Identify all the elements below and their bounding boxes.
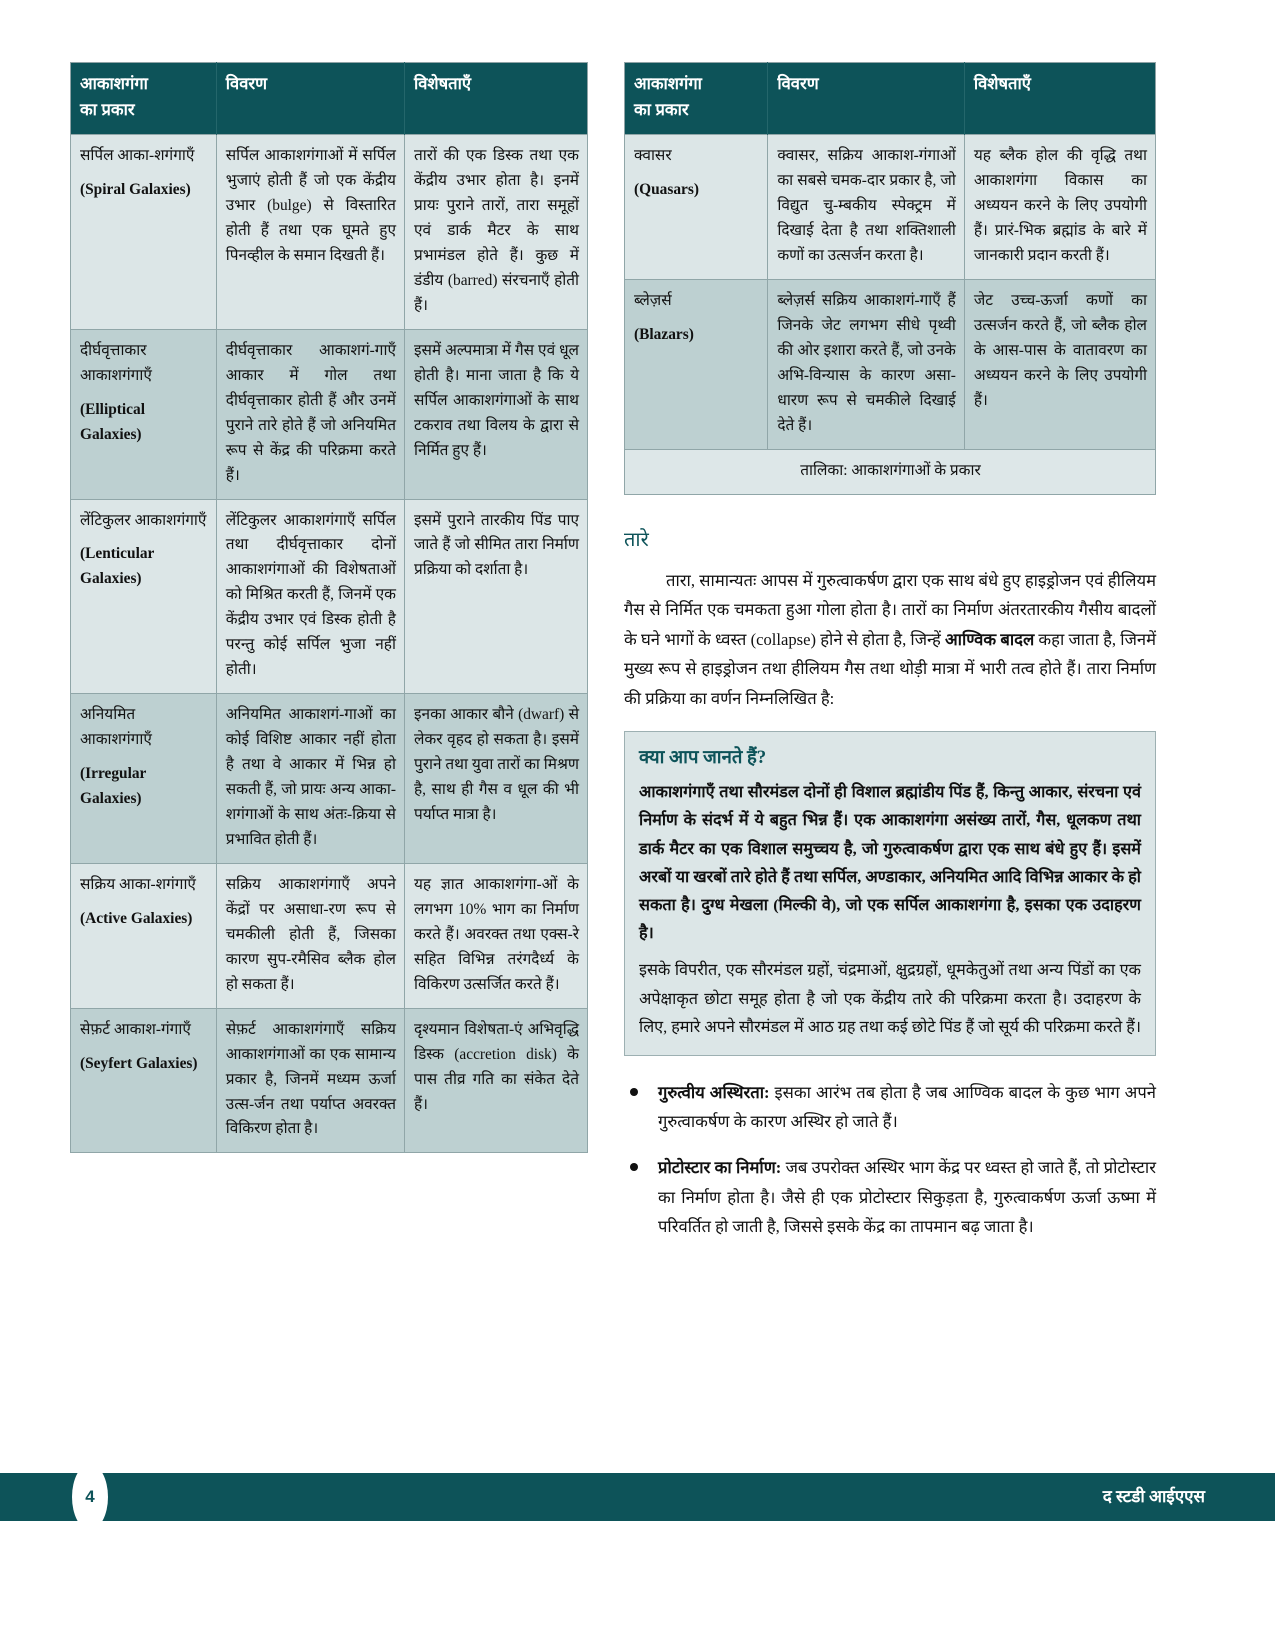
cell-description: क्वासर, सक्रिय आकाश-गंगाओं का सबसे चमक-दार प्रकार है, जो विद्युत चु-म्बकीय स्पेक्ट्रम में दिखाई देता है तथा शक्तिशाली कणों का उत्सर्जन करता है। [768,135,964,280]
stars-paragraph-bold: आण्विक बादल [945,629,1035,649]
table-row [71,499,588,694]
table-header-row [71,63,588,135]
cell-description: सेफ़र्ट आकाशगंगाएँ सक्रिय आकाशगंगाओं का एक सामान्य प्रकार है, जिनमें मध्यम ऊर्जा उत्स-र्जन तथा पर्याप्त अवरक्त विकिरण होता है। [216,1008,404,1153]
table-row [71,863,588,1008]
star-formation-bullet-list [624,1078,1156,1242]
cell-galaxy-type [71,329,217,499]
table-row [71,1008,588,1153]
type-name-english: (Seyfert Galaxies) [80,1054,198,1072]
table-row [625,135,1156,280]
did-you-know-title: क्या आप जानते हैं? [639,748,767,769]
table-header-row [625,63,1156,135]
stars-paragraph-part2: कहा जाता है, जिनमें मुख्य रूप से हाइड्रोजन तथा हीलियम गैस तथा थोड़ी मात्रा में भारी तत्व होते हैं। तारा निर्माण की प्रक्रिया का वर्णन निम्नलिखित है: [624,629,1157,708]
header-line-1: आकाशगंगा [634,75,702,93]
header-description: विवरण [216,63,404,135]
page-content [70,62,1156,1258]
header-description: विवरण [768,63,964,135]
stars-paragraph [624,566,1156,714]
did-you-know-paragraph-2: इसके विपरीत, एक सौरमंडल ग्रहों, चंद्रमाओं, क्षुद्रग्रहों, धूमकेतुओं तथा अन्य पिंडों का एक अपेक्षाकृत छोटा समूह होता है जो एक केंद्रीय तारे की परिक्रमा करता है। उदाहरण के लिए, हमारे अपने सौरमंडल में आठ ग्रह तथा कई छोटे पिंड हैं जो सूर्य की परिक्रमा करते हैं। [639,961,1141,1036]
type-name-english: (Quasars) [634,181,699,199]
cell-description: लेंटिकुलर आकाशगंगाएँ सर्पिल तथा दीर्घवृत्ताकार दोनों आकाशगंगाओं की विशेषताओं को मिश्रित करती हैं, जिनमें एक केंद्रीय उभार एवं डिस्क होती है परन्तु कोई सर्पिल भुजा नहीं होती। [216,499,404,694]
did-you-know-paragraph-1 [639,778,1141,947]
cell-features: यह ब्लैक होल की वृद्धि तथा आकाशगंगा विकास का अध्ययन करने के लिए उपयोगी हैं। प्रारं-भिक ब्रह्मांड के बारे में जानकारी प्रदान करती हैं। [964,135,1155,280]
table-caption: तालिका: आकाशगंगाओं के प्रकार [625,449,1156,494]
cell-galaxy-type [71,135,217,330]
header-line-1: आकाशगंगा [80,75,148,93]
dyk-p1-b: , जो एक सर्पिल आकाशगंगा है, इसका एक उदाहरण है। [639,895,1141,943]
type-name-hindi: सक्रिय आका-शगंगाएँ [80,875,196,893]
cell-features: जेट उच्च-ऊर्जा कणों का उत्सर्जन करते हैं, जो ब्लैक होल के आस-पास के वातावरण का अध्ययन करने के लिए उपयोगी हैं। [964,279,1155,449]
table-row [625,279,1156,449]
right-column [624,62,1156,1258]
type-name-hindi: ब्लेज़र्स [634,291,672,309]
type-name-hindi: सर्पिल आका-शगंगाएँ [80,147,195,165]
cell-description: दीर्घवृत्ताकार आकाशगं-गाएँ आकार में गोल तथा दीर्घवृत्ताकार होती हैं और उनमें पुराने तारे होते हैं जो अनियमित रूप से केंद्र की परिक्रमा करते हैं। [216,329,404,499]
type-name-english: (Irregular Galaxies) [80,765,147,808]
page-footer [0,1473,1275,1521]
type-name-hindi: दीर्घवृत्ताकार आकाशगंगाएँ [80,341,152,384]
cell-galaxy-type [71,863,217,1008]
cell-galaxy-type [625,135,768,280]
cell-features: तारों की एक डिस्क तथा एक केंद्रीय उभार होता है। इनमें प्रायः पुराने तारों, तारा समूहों एवं डार्क मैटर के साथ प्रभामंडल होते हैं। कुछ में डंडीय (barred) संरचनाएँ होती हैं। [404,135,587,330]
table-row [71,329,588,499]
dyk-p1-a: आकाशगंगाएँ तथा सौरमंडल दोनों ही विशाल ब्रह्मांडीय पिंड हैं, किन्तु आकार, संरचना एवं निर्माण के संदर्भ में ये बहुत भिन्न हैं। एक आकाशगंगा असंख्य तारों, गैस, धूलकण तथा डार्क मैटर का एक विशाल समुच्चय है, जो गुरुत्वाकर्षण द्वारा एक साथ बंधे हुए हैं। इसमें अरबों या खरबों तारे होते हैं तथा सर्पिल, अण्डाकार, अनियमित आदि विभिन्न आकार के हो सकता है। [639,783,1141,914]
type-name-english: (Elliptical Galaxies) [80,400,145,443]
galaxy-types-table-right [624,62,1156,495]
type-name-english: (Lenticular Galaxies) [80,545,155,588]
type-name-hindi: लेंटिकुलर आकाशगंगाएँ [80,511,207,529]
section-heading-stars: तारे [624,528,649,551]
did-you-know-box [624,731,1156,1056]
cell-features: इसमें पुराने तारकीय पिंड पाए जाते हैं जो सीमित तारा निर्माण प्रक्रिया को दर्शाता है। [404,499,587,694]
header-galaxy-type [71,63,217,135]
page-number-badge: 4 [72,1464,108,1530]
cell-description: ब्लेज़र्स सक्रिय आकाशगं-गाएँ हैं जिनके जेट लगभग सीधे पृथ्वी की ओर इशारा करते हैं, जो उनके अभि-विन्यास के कारण असा-धारण रूप से चमकीले दिखाई देते हैं। [768,279,964,449]
bullet-dot-icon [630,1088,638,1096]
bullet-label: प्रोटोस्टार का निर्माण: [658,1157,782,1177]
cell-features: इसमें अल्पमात्रा में गैस एवं धूल होती है। माना जाता है कि ये सर्पिल आकाशगंगाओं के साथ टकराव तथा विलय के द्वारा से निर्मित हुए हैं। [404,329,587,499]
cell-description: अनियमित आकाशगं-गाओं का कोई विशिष्ट आकार नहीं होता है तथा वे आकार में भिन्न हो सकती हैं, जो प्रायः अन्य आका-शगंगाओं के साथ अंतः-क्रिया से प्रभावित होती हैं। [216,694,404,864]
list-item [624,1153,1156,1242]
bullet-text: इसका आरंभ तब होता है जब आण्विक बादल के कुछ भाग अपने गुरुत्वाकर्षण के कारण अस्थिर हो जाते हैं। [658,1082,1156,1132]
table-row [71,135,588,330]
header-line-2: का प्रकार [80,100,135,119]
type-name-english: (Active Galaxies) [80,909,193,927]
cell-galaxy-type [71,1008,217,1153]
type-name-english: (Blazars) [634,325,694,343]
galaxy-types-table-left [70,62,588,1153]
stars-paragraph-part1: तारा, सामान्यतः आपस में गुरुत्वाकर्षण द्वारा एक साथ बंधे हुए हाइड्रोजन एवं हीलियम गैस से निर्मित एक चमकता हुआ गोला होता है। तारों का निर्माण अंतरतारकीय गैसीय बादलों के घने भागों के ध्वस्त (collapse) होने से होता है, जिन्हें [624,570,1156,649]
dyk-p1-bold: दुग्ध मेखला (मिल्की वे) [701,895,837,914]
header-features: विशेषताएँ [404,63,587,135]
table-row [71,694,588,864]
bullet-text: जब उपरोक्त अस्थिर भाग केंद्र पर ध्वस्त हो जाते हैं, तो प्रोटोस्टार का निर्माण होता है। जैसे ही एक प्रोटोस्टार सिकुड़ता है, गुरुत्वाकर्षण ऊर्जा ऊष्मा में परिवर्तित हो जाती है, जिससे इसके केंद्र का तापमान बढ़ जाता है। [658,1157,1156,1237]
header-galaxy-type [625,63,768,135]
cell-features: यह ज्ञात आकाशगंगा-ओं के लगभग 10% भाग का निर्माण करते हैं। अवरक्त तथा एक्स-रे सहित विभिन्न तरंगदैर्ध्य के विकिरण उत्सर्जित करते हैं। [404,863,587,1008]
bullet-dot-icon [630,1163,638,1171]
cell-description: सक्रिय आकाशगंगाएँ अपने केंद्रों पर असाधा-रण रूप से चमकीली होती हैं, जिसका कारण सुप-रमैसिव ब्लैक होल हो सकता हैं। [216,863,404,1008]
left-column [70,62,588,1153]
header-features: विशेषताएँ [964,63,1155,135]
cell-galaxy-type [71,694,217,864]
bullet-label: गुरुत्वीय अस्थिरता: [658,1082,770,1102]
type-name-hindi: क्वासर [634,147,672,165]
page-spine [0,0,26,1496]
cell-galaxy-type [71,499,217,694]
cell-features: दृश्यमान विशेषता-एं अभिवृद्धि डिस्क (accretion disk) के पास तीव्र गति का संकेत देते हैं। [404,1008,587,1153]
table-caption-row [625,449,1156,494]
type-name-hindi: अनियमित आकाशगंगाएँ [80,706,152,749]
type-name-english: (Spiral Galaxies) [80,181,191,199]
cell-description: सर्पिल आकाशगंगाओं में सर्पिल भुजाएं होती हैं जो एक केंद्रीय उभार (bulge) से विस्तारित होती हैं तथा एक घूमते हुए पिनव्हील के समान दिखती हैं। [216,135,404,330]
list-item [624,1078,1156,1137]
cell-features: इनका आकार बौने (dwarf) से लेकर वृहद हो सकता है। इसमें पुराने तथा युवा तारों का मिश्रण है, साथ ही गैस व धूल की भी पर्याप्त मात्रा है। [404,694,587,864]
header-line-2: का प्रकार [634,100,689,119]
type-name-hindi: सेफ़र्ट आकाश-गंगाएँ [80,1020,191,1038]
footer-brand: द स्टडी आईएएस [1102,1487,1205,1506]
cell-galaxy-type [625,279,768,449]
